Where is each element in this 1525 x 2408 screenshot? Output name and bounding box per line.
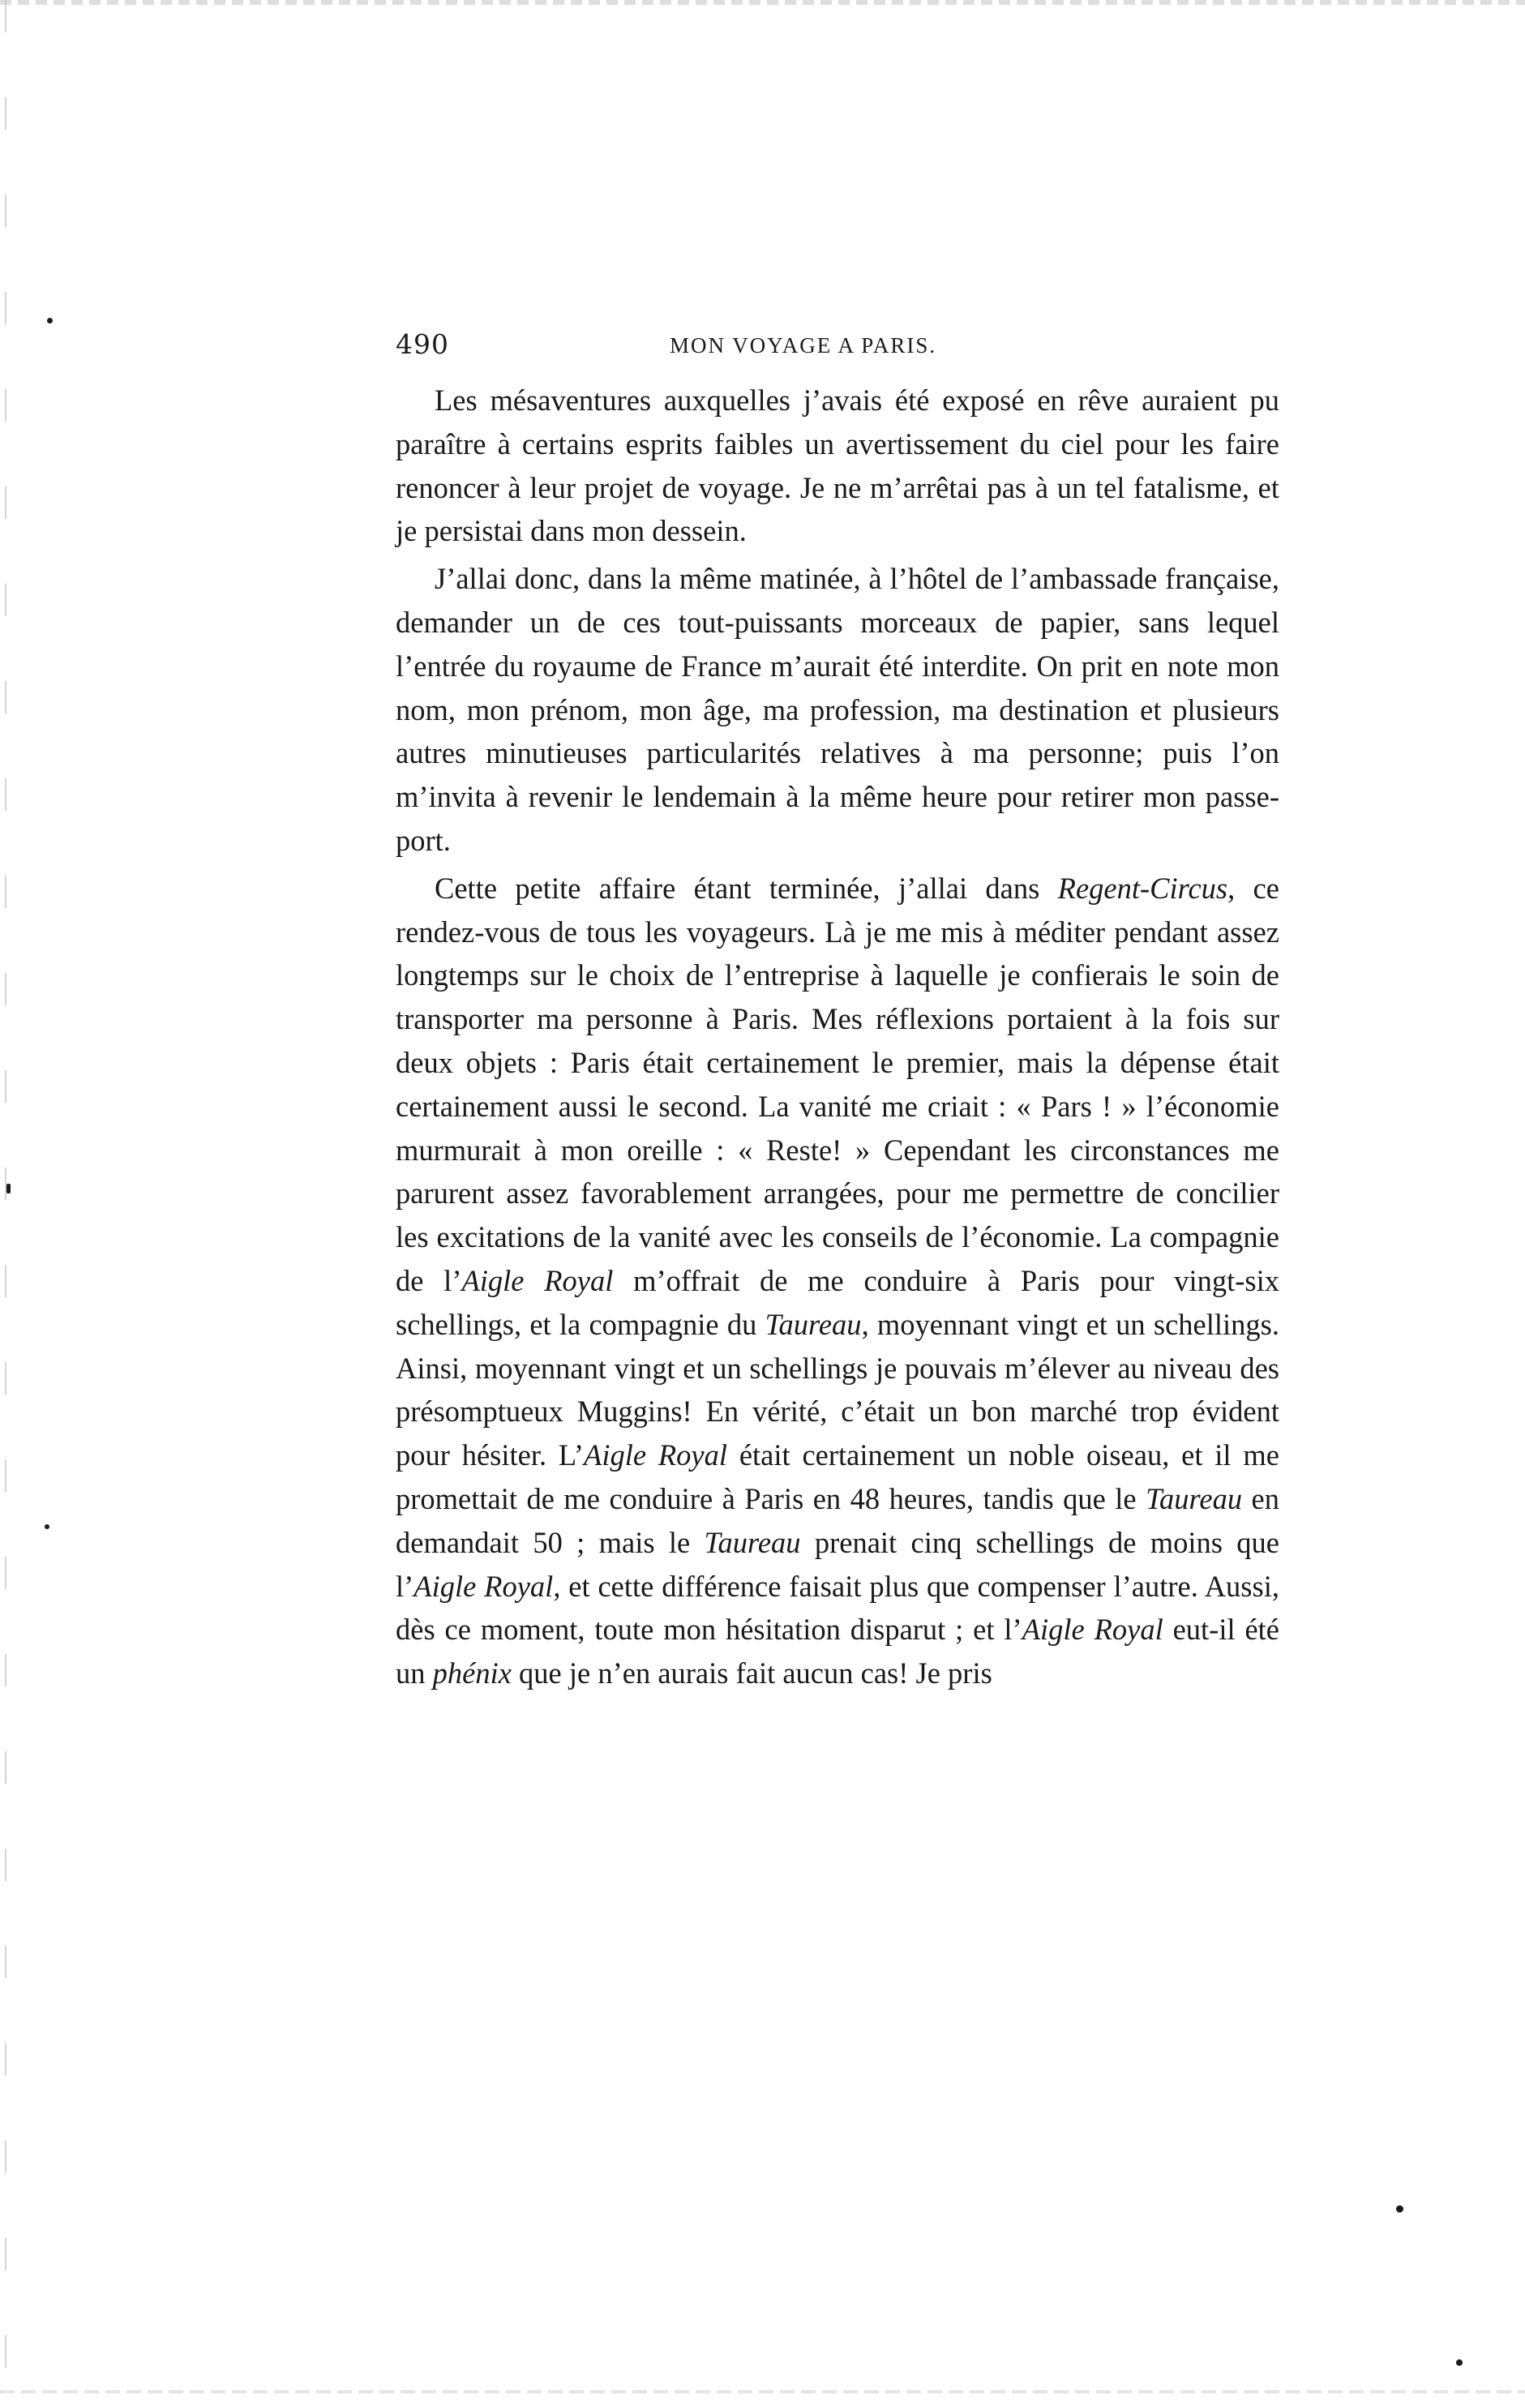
text-run: était certainement un noble oiseau, et il me promettait de me conduire à Paris en 48 heures, tandis que le	[396, 1438, 1279, 1515]
page-left-edge	[5, 0, 6, 2408]
text-run: que je n’en aurais fait aucun cas! Je pris	[511, 1656, 992, 1690]
ink-speck	[47, 318, 53, 323]
text-run: m’offrait de me conduire à Paris pour vingt-six schellings, et la compagnie du	[396, 1263, 1279, 1341]
paragraph-2: J’allai donc, dans la même matinée, à l’hôtel de l’ambassade française, demander un de ces tout-puissants morceaux de papier, sans lequel l’entrée du royaume de France m’aurait été interdite. On prit en note mon nom, mon prénom, mon âge, ma profession, ma destination et plusieurs autres minutieuses particularités relatives à ma personne; puis l’on m’invita à revenir le lendemain à la même heure pour retirer mon passe-port.	[396, 562, 1279, 857]
running-title: MON VOYAGE A PARIS.	[670, 333, 937, 358]
text-run: prenait cinq schellings de moins que l’	[396, 1525, 1279, 1603]
text-run: , moyennant vingt et un schellings. Ainsi, moyennant vingt et un schellings je pouvais m’élever au niveau des présomptueux Muggins! En vérité, c’était un bon marché trop évident pour hésiter. L’	[396, 1307, 1279, 1472]
text-run: , ce rendez-vous de tous les voyageurs. Là je me mis à méditer pendant assez longtemps sur le choix de l’entreprise à laquelle je confierais le soin de transporter ma personne à Paris. Mes réflexions portaient à la fois sur deux objets : Paris était certainement le premier, mais la dépense était certainement aussi le second. La vanité me criait : « Pars ! » l’économie murmurait à mon oreille : « Reste! » Cependant les circonstances me parurent assez favorablement arrangées, pour me permettre de concilier les excitations de la vanité avec les conseils de l’économie. La compagnie de l’	[396, 871, 1279, 1297]
italic-aigle-royal: Aigle Royal	[1022, 1613, 1163, 1647]
ink-speck	[45, 1524, 49, 1529]
italic-aigle-royal: Aigle Royal	[461, 1263, 614, 1297]
text-run: Cette petite affaire étant terminée, j’allai dans	[435, 871, 1058, 905]
italic-phenix: phénix	[432, 1656, 512, 1690]
text-run: , et cette différence faisait plus que compenser l’autre. Aussi, dès ce moment, toute mon hésitation disparut ; et l’	[396, 1569, 1279, 1647]
ink-speck	[1396, 2205, 1403, 2213]
italic-taureau: Taureau	[1146, 1481, 1243, 1515]
text-run: en demandait 50 ; mais le	[396, 1481, 1280, 1559]
ink-speck	[1456, 2359, 1463, 2366]
italic-aigle-royal: Aigle Royal	[413, 1569, 554, 1603]
italic-taureau: Taureau	[765, 1307, 862, 1341]
running-head	[396, 328, 1279, 369]
page-top-edge	[0, 0, 1525, 5]
paragraph-1: Les mésaventures auxquelles j’avais été exposé en rêve auraient pu paraître à certains esprits faibles un avertissement du ciel pour les faire renoncer à leur projet de voyage. Je ne m’arrêtai pas à un tel fatalisme, et je persistai dans mon dessein.	[396, 383, 1279, 548]
page-bottom-edge	[0, 2390, 1525, 2393]
paragraph-3	[396, 867, 1279, 1695]
italic-regent-circus: Regent-Circus	[1057, 871, 1228, 905]
text-run: eut-il été un	[396, 1613, 1280, 1690]
italic-aigle-royal: Aigle Royal	[584, 1438, 728, 1472]
italic-taureau: Taureau	[704, 1525, 801, 1559]
page-number: 490	[396, 328, 449, 360]
ink-speck	[6, 1184, 11, 1193]
body-text	[396, 379, 1279, 1699]
